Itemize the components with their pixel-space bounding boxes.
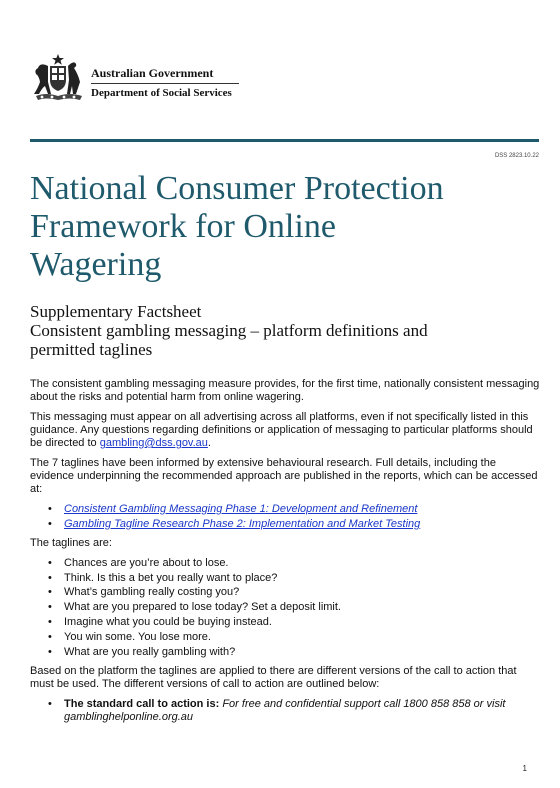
call-to-action-list xyxy=(30,698,540,724)
subtitle-line-2: Consistent gambling messaging – platform definitions and xyxy=(30,321,428,340)
email-link[interactable]: gambling@dss.gov.au xyxy=(99,437,208,449)
title-line-2: Framework for Online xyxy=(30,208,336,245)
contact-text-end: . xyxy=(207,437,211,449)
tagline-item: • Imagine what you could be buying instead. xyxy=(64,616,540,629)
report-links-list xyxy=(30,503,540,531)
page-title xyxy=(30,170,530,284)
tagline-item: • You win some. You lose more. xyxy=(64,631,540,644)
subtitle-line-1: Supplementary Factsheet xyxy=(30,302,202,321)
report-link-phase-2[interactable]: Gambling Tagline Research Phase 2: Implementation and Market Testing xyxy=(64,517,421,530)
wordmark-divider xyxy=(91,83,239,84)
coat-of-arms-icon xyxy=(30,52,86,102)
call-to-action-item xyxy=(64,698,540,724)
tagline-item: • What are you really gambling with? xyxy=(64,646,540,659)
subtitle-line-3: permitted taglines xyxy=(30,340,153,359)
subtitle xyxy=(30,302,540,359)
intro-paragraph: The consistent gambling messaging measure provides, for the first time, nationally consistent messaging about the risks and potential harm from online wagering. xyxy=(30,378,540,403)
contact-paragraph xyxy=(30,411,540,450)
title-line-3: Wagering xyxy=(30,246,162,283)
tagline-item: • Think. Is this a bet you really want to place? xyxy=(64,572,540,585)
call-to-action-text: For free and confidential support call 1800 858 858 or visit gamblinghelponline.org.au xyxy=(64,697,506,723)
title-line-1: National Consumer Protection xyxy=(30,170,444,207)
body-content xyxy=(30,378,540,730)
research-paragraph: The 7 taglines have been informed by extensive behavioural research. Full details, including the evidence underpinning the recommended approach are published in the reports, which can be accessed at: xyxy=(30,457,538,495)
list-item xyxy=(64,503,540,516)
department-wordmark xyxy=(91,66,251,100)
tagline-item: • What are you prepared to lose today? Set a deposit limit. xyxy=(64,601,540,614)
document-code: DSS 2823.10.22 xyxy=(494,153,539,159)
call-to-action-colon: : xyxy=(215,697,223,710)
department-name: Department of Social Services xyxy=(91,87,232,99)
report-link-phase-1[interactable]: Consistent Gambling Messaging Phase 1: Development and Refinement xyxy=(64,503,418,515)
taglines-heading: The taglines are: xyxy=(30,536,112,549)
tagline-item: • Chances are you’re about to lose. xyxy=(64,557,540,570)
contact-text: This messaging must appear on all advertising across all platforms, even if not specifically listed in this guidance. Any questions regarding definitions or application of messaging to particular platforms should be directed to xyxy=(30,411,533,449)
header-rule xyxy=(30,139,539,142)
taglines-list xyxy=(30,557,540,659)
list-item xyxy=(64,518,540,531)
page-number: 1 xyxy=(522,764,527,773)
call-to-action-label: The standard call to action is xyxy=(64,697,216,710)
call-to-action-intro: Based on the platform the taglines are applied to there are different versions of the call to action that must be used. The different versions of call to action are outlined below: xyxy=(30,664,517,690)
government-name: Australian Government xyxy=(91,66,214,80)
tagline-item: • What’s gambling really costing you? xyxy=(64,586,540,599)
